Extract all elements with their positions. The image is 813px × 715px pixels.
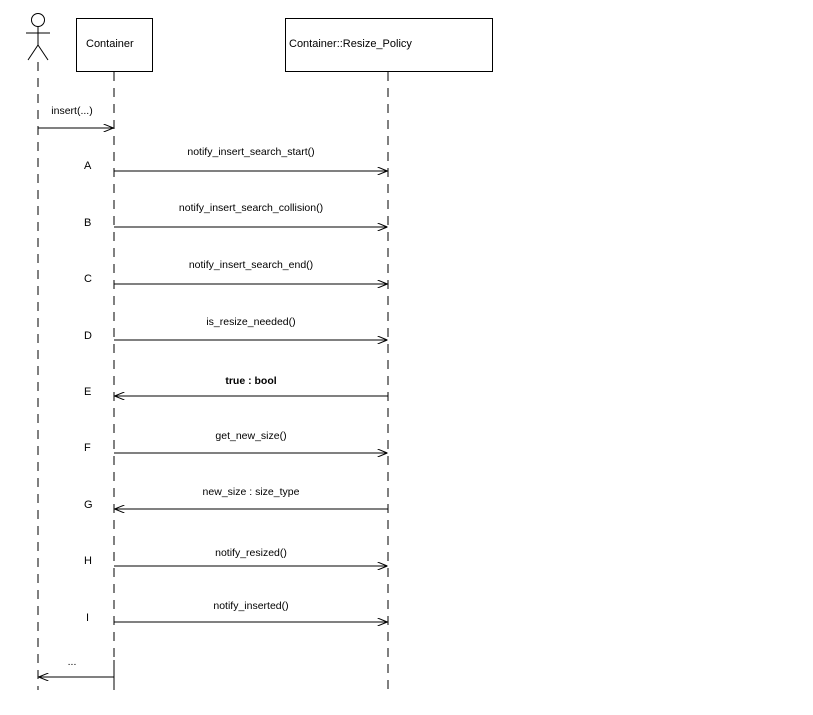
message-label-return: ... xyxy=(67,656,77,668)
step-label-a: A xyxy=(84,160,92,172)
message-label-f: get_new_size() xyxy=(215,430,287,442)
message-label-d: is_resize_needed() xyxy=(206,316,296,328)
step-label-d: D xyxy=(84,330,92,342)
message-label-c: notify_insert_search_end() xyxy=(188,259,314,271)
message-label-i: notify_inserted() xyxy=(213,600,289,612)
lifeline-label-resize-policy: Container::Resize_Policy xyxy=(289,38,412,50)
message-label-g: new_size : size_type xyxy=(202,486,300,498)
message-label-insert: insert(...) xyxy=(51,105,93,117)
step-label-h: H xyxy=(84,555,92,567)
message-label-a: notify_insert_search_start() xyxy=(187,146,315,158)
message-label-h: notify_resized() xyxy=(215,547,287,559)
step-label-g: G xyxy=(84,499,93,511)
step-label-i: I xyxy=(86,612,90,624)
message-label-b: notify_insert_search_collision() xyxy=(178,202,324,214)
step-label-f: F xyxy=(84,442,91,454)
step-label-c: C xyxy=(84,273,92,285)
message-label-e: true : bool xyxy=(225,375,277,387)
step-label-b: B xyxy=(84,217,92,229)
actor-icon xyxy=(26,14,50,61)
lifeline-label-container: Container xyxy=(86,38,134,50)
step-label-e: E xyxy=(84,386,92,398)
